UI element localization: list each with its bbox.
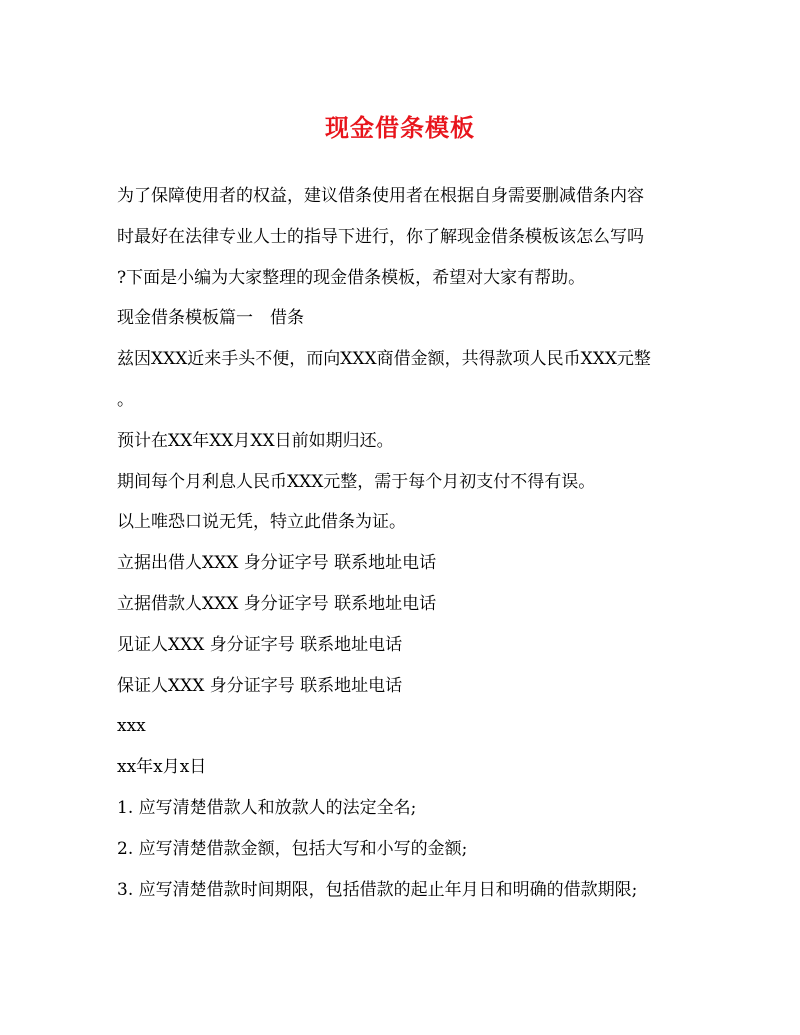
document-title: 现金借条模板 — [325, 113, 475, 142]
document-body — [117, 176, 697, 910]
paragraph-line: 兹因XXX近来手头不便，而向XXX商借金额，共得款项人民币XXX元整 — [117, 349, 651, 370]
signature-date: xx年x月x日 — [117, 757, 207, 778]
signature-line: 立据出借人XXX 身分证字号 联系地址电话 — [117, 553, 437, 574]
list-item: 1. 应写清楚借款人和放款人的法定全名; — [117, 797, 417, 818]
paragraph-line: 以上唯恐口说无凭，特立此借条为证。 — [117, 512, 406, 533]
signature-line: 保证人XXX 身分证字号 联系地址电话 — [117, 675, 403, 696]
paragraph-line: 。 — [117, 389, 134, 410]
list-item: 2. 应写清楚借款金额，包括大写和小写的金额; — [117, 838, 468, 859]
paragraph-line: 为了保障使用者的权益，建议借条使用者在根据自身需要删减借条内容 — [117, 186, 644, 206]
list-item: 3. 应写清楚借款时间期限，包括借款的起止年月日和明确的借款期限; — [117, 879, 638, 900]
signature-line: 立据借款人XXX 身分证字号 联系地址电话 — [117, 593, 437, 614]
paragraph-line: 预计在XX年XX月XX日前如期归还。 — [117, 430, 394, 451]
paragraph-line: ?下面是小编为大家整理的现金借条模板，希望对大家有帮助。 — [117, 267, 586, 288]
section-heading: 现金借条模板篇一 借条 — [117, 308, 304, 329]
signature-name: xxx — [117, 716, 146, 737]
signature-line: 见证人XXX 身分证字号 联系地址电话 — [117, 634, 403, 655]
paragraph-line: 时最好在法律专业人士的指导下进行，你了解现金借条模板该怎么写吗 — [117, 226, 644, 247]
paragraph-line: 期间每个月利息人民币XXX元整，需于每个月初支付不得有误。 — [117, 471, 596, 492]
